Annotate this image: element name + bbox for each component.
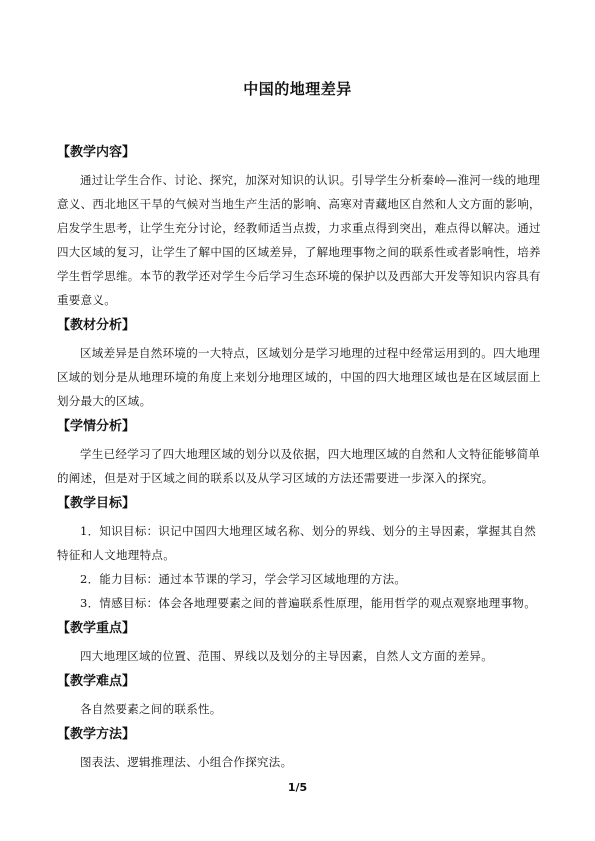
page-number: 1/5 <box>287 781 308 794</box>
section-heading: 【教学难点】 <box>57 674 136 689</box>
goal-item-knowledge: 1．知识目标：识记中国四大地理区域名称、划分的界线、划分的主导因素，掌握其自然特征和人文地理特点。 <box>57 524 537 562</box>
section-heading: 【教材分析】 <box>57 318 136 333</box>
goal-list <box>57 519 541 615</box>
section-teaching-content <box>57 142 541 312</box>
section-textbook-analysis <box>57 315 541 413</box>
section-student-analysis <box>57 416 541 490</box>
section-difficult-points <box>57 671 541 721</box>
section-paragraph: 图表法、逻辑推理法、小组合作探究法。 <box>80 755 293 769</box>
section-key-points <box>57 618 541 668</box>
section-paragraph: 区域差异是自然环境的一大特点，区域划分是学习地理的过程中经常运用到的。四大地理区域的划分是从地理环境的角度上来划分地理区域的，中国的四大地理区域也是在区域层面上划分最大的区域。 <box>57 346 541 408</box>
section-paragraph: 各自然要素之间的联系性。 <box>80 702 222 716</box>
goal-item-ability: 2．能力目标：通过本节课的学习，学会学习区域地理的方法。 <box>80 572 407 586</box>
section-heading: 【教学内容】 <box>57 145 136 160</box>
section-paragraph: 通过让学生合作、讨论、探究，加深对知识的认识。引导学生分析秦岭—淮河一线的地理意义、西北地区干旱的气候对当地生产生活的影响、高寒对青藏地区自然和人文方面的影响，启发学生思考，让学生充分讨论，经教师适当点拨，力求重点得到突出，难点得以解决。通过四大区域的复习，让学生了解中国的区域差异，了解地理事物之间的联系性或者影响性，培养学生哲学思维。本节的教学还对学生今后学习生态环境的保护以及西部大开发等知识内容具有重要意义。 <box>57 173 541 307</box>
document-body <box>57 142 541 777</box>
section-heading: 【教学方法】 <box>57 727 136 742</box>
section-paragraph: 学生已经学习了四大地理区域的划分以及依据，四大地理区域的自然和人文特征能够简单的阐述，但是对于区域之间的联系以及从学习区域的方法还需要进一步深入的探究。 <box>57 447 541 485</box>
section-heading: 【教学目标】 <box>57 496 136 511</box>
document-title: 中国的地理差异 <box>243 80 352 98</box>
goal-item-emotion: 3．情感目标：体会各地理要素之间的普遍联系性原理，能用哲学的观点观察地理事物。 <box>80 596 537 610</box>
section-heading: 【教学重点】 <box>57 621 136 636</box>
section-teaching-goals <box>57 493 541 615</box>
section-heading: 【学情分析】 <box>57 419 136 434</box>
section-teaching-methods <box>57 724 541 774</box>
section-paragraph: 四大地理区域的位置、范围、界线以及划分的主导因素，自然人文方面的差异。 <box>80 649 493 663</box>
